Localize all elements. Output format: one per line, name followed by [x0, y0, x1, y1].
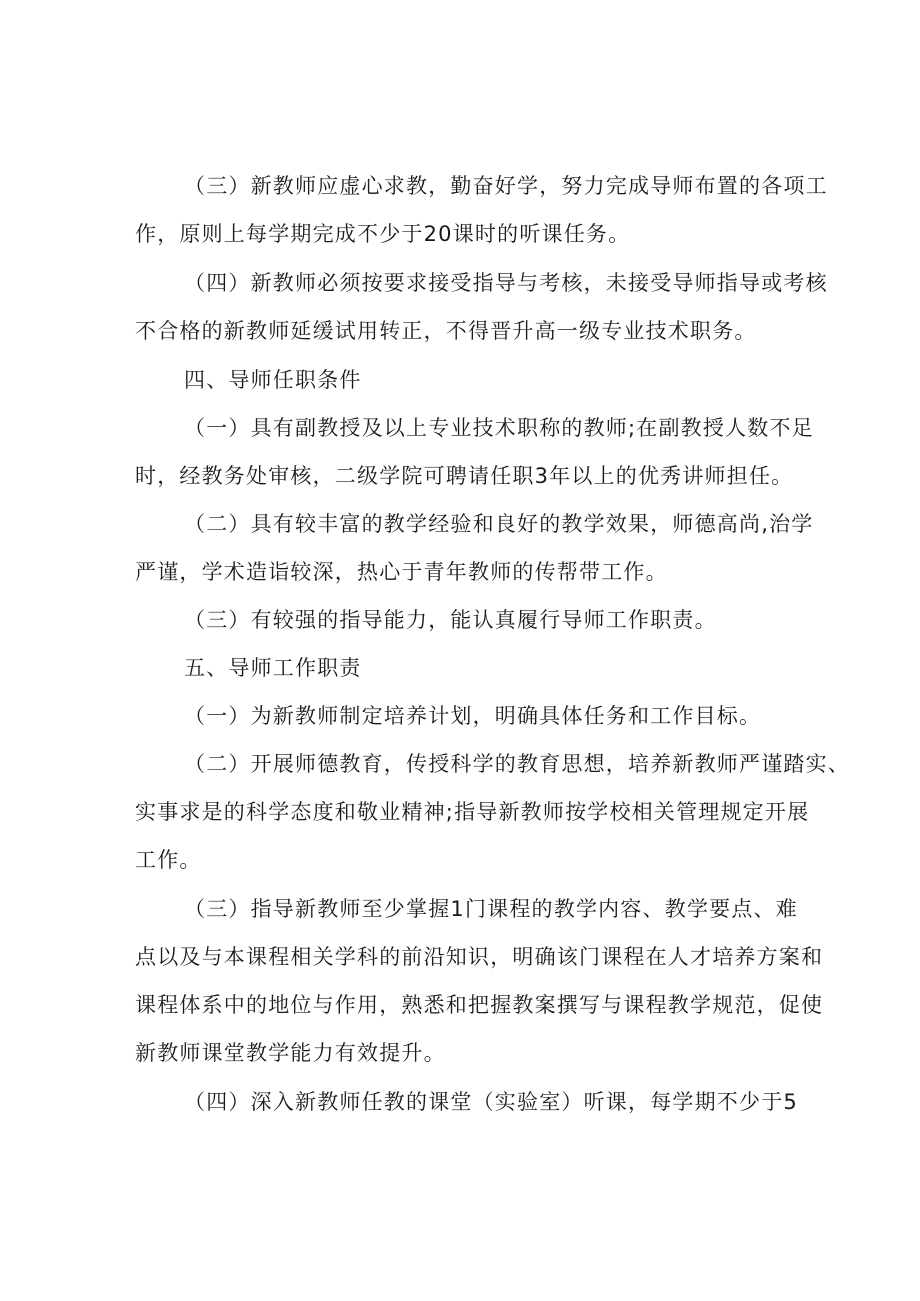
paragraph-line: （二）具有较丰富的教学经验和良好的教学效果，师德高尚,治学: [184, 512, 814, 536]
paragraph-line: （三）有较强的指导能力，能认真履行导师工作职责。: [184, 608, 717, 632]
paragraph-line: （一）具有副教授及以上专业技术职称的教师;在副教授人数不足: [184, 416, 814, 440]
paragraph-line: 点以及与本课程相关学科的前沿知识，明确该门课程在人才培养方案和: [135, 945, 824, 969]
paragraph-line: （二）开展师德教育，传授科学的教育思想，培养新教师严谨踏实、: [184, 752, 850, 776]
section-heading: 四、导师任职条件: [184, 368, 362, 392]
paragraph-line: （一）为新教师制定培养计划，明确具体任务和工作目标。: [184, 704, 762, 728]
paragraph-line: （三）新教师应虚心求教，勤奋好学，努力完成导师布置的各项工: [184, 174, 828, 198]
paragraph-line: （三）指导新教师至少掌握1门课程的教学内容、教学要点、难: [184, 897, 798, 921]
section-heading: 五、导师工作职责: [184, 656, 362, 680]
paragraph-line: （四）新教师必须按要求接受指导与考核，未接受导师指导或考核: [184, 271, 828, 295]
paragraph-line: 不合格的新教师延缓试用转正，不得晋升高一级专业技术职务。: [135, 319, 757, 343]
paragraph-line: （四）深入新教师任教的课堂（实验室）听课，每学期不少于5: [184, 1090, 798, 1114]
paragraph-line: 时，经教务处审核，二级学院可聘请任职3年以上的优秀讲师担任。: [135, 464, 794, 488]
paragraph-line: 作，原则上每学期完成不少于20课时的听课任务。: [135, 222, 631, 246]
paragraph-line: 新教师课堂教学能力有效提升。: [135, 1041, 446, 1065]
paragraph-line: 实事求是的科学态度和敬业精神;指导新教师按学校相关管理规定开展: [135, 800, 810, 824]
paragraph-line: 严谨，学术造诣较深，热心于青年教师的传帮带工作。: [135, 560, 668, 584]
paragraph-line: 工作。: [135, 848, 202, 872]
paragraph-line: 课程体系中的地位与作用，熟悉和把握教案撰写与课程教学规范，促使: [135, 993, 824, 1017]
